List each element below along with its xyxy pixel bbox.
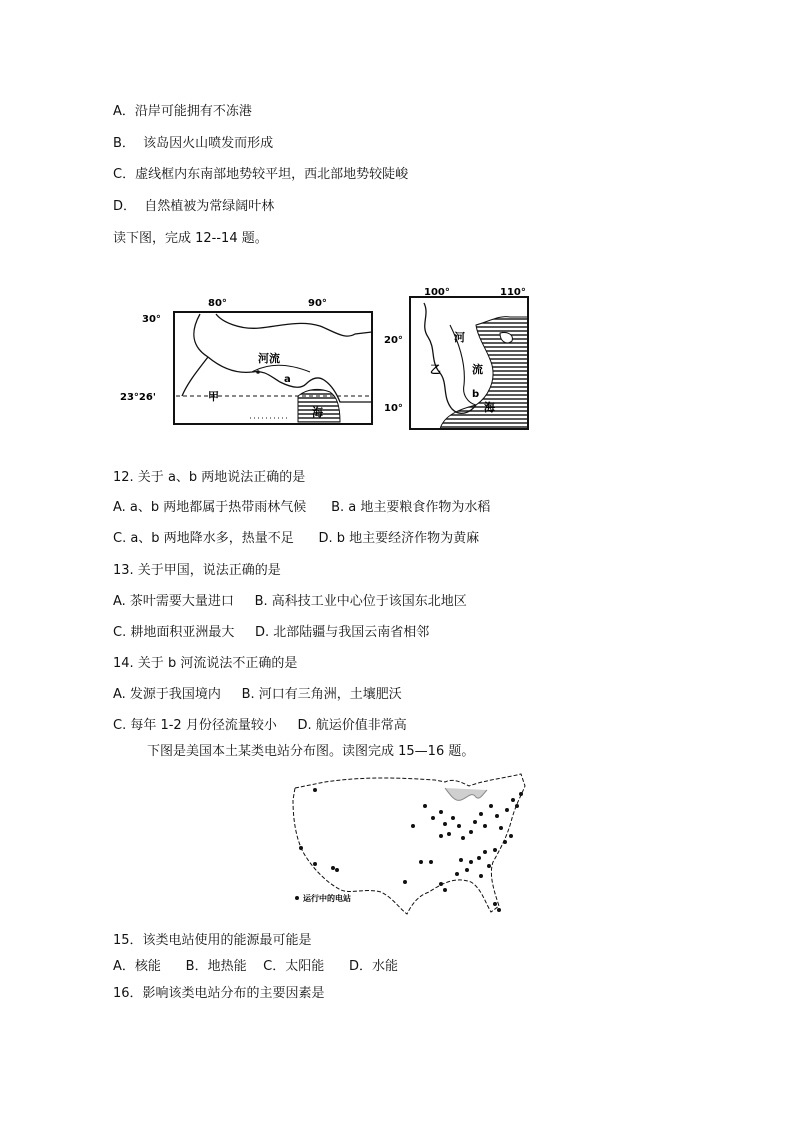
point-a-label: a [284,374,291,385]
great-lakes [445,788,487,800]
q13-stem: 13. 关于甲国，说法正确的是 [113,563,281,578]
west-coast [424,303,476,413]
q11-option-a: A．沿岸可能拥有不冻港 [113,104,252,119]
map-frame [174,312,372,424]
legend-dot [295,896,299,900]
q12-options-cd: C. a、b 两地降水多，热量不足 D. b 地主要经济作物为黄麻 [113,531,480,546]
lat-10-label: 10° [384,403,403,414]
us-power-station-map [285,766,535,921]
intro-12-14: 读下图，完成 12--14 题。 [113,231,268,246]
q14-options-cd: C. 每年 1-2 月份径流量较小 D. 航运价值非常高 [113,718,407,733]
indochina-map [380,285,540,433]
q11-option-c: C．虚线框内东南部地势较平坦，西北部地势较陡峻 [113,167,409,182]
q12-stem: 12. 关于 a、b 两地说法正确的是 [113,470,306,485]
river-line [252,365,310,372]
q15-options: A．核能 B．地热能 C．太阳能 D．水能 [113,959,399,974]
q14-stem: 14. 关于 b 河流说法不正确的是 [113,656,298,671]
country-jia-label: 甲 [208,390,219,403]
point-marker [256,370,260,374]
lon-90-label: 90° [308,298,327,309]
q15-stem: 15．该类电站使用的能源最可能是 [113,933,312,948]
western-border [182,357,208,396]
sea-label-left: 海 [312,406,323,419]
lon-100-label: 100° [424,287,450,298]
lat-2326-label: 23°26' [120,392,156,403]
northern-border [216,314,372,336]
river-liu-label: 流 [472,363,483,376]
q11-option-b: B． 该岛因火山喷发而形成 [113,136,274,151]
q13-options-cd: C. 耕地面积亚洲最大 D. 北部陆疆与我国云南省相邻 [113,625,430,640]
coastline [194,314,372,402]
lat-30-label: 30° [142,314,161,325]
lon-80-label: 80° [208,298,227,309]
intro-15-16: 下图是美国本土某类电站分布图。读图完成 15—16 题。 [147,744,475,759]
river-he-label: 河 [454,331,465,344]
lon-110-label: 110° [500,287,526,298]
q14-options-ab: A. 发源于我国境内 B. 河口有三角洲，土壤肥沃 [113,687,402,702]
us-outline [293,774,525,914]
country-yi-label: 乙 [430,363,441,376]
sea-label-right: 海 [484,401,495,414]
q16-stem: 16．影响该类电站分布的主要因素是 [113,986,325,1001]
point-b-label: b [472,389,480,400]
south-asia-map [120,292,380,432]
q12-options-ab: A. a、b 两地都属于热带雨林气候 B. a 地主要粮食作物为水稻 [113,500,491,515]
q13-options-ab: A. 茶叶需要大量进口 B. 高科技工业中心位于该国东北地区 [113,594,467,609]
legend-label: 运行中的电站 [303,894,351,903]
q11-option-d: D． 自然植被为常绿阔叶林 [113,199,275,214]
river-label: 河流 [258,352,280,365]
lat-20-label: 20° [384,335,403,346]
